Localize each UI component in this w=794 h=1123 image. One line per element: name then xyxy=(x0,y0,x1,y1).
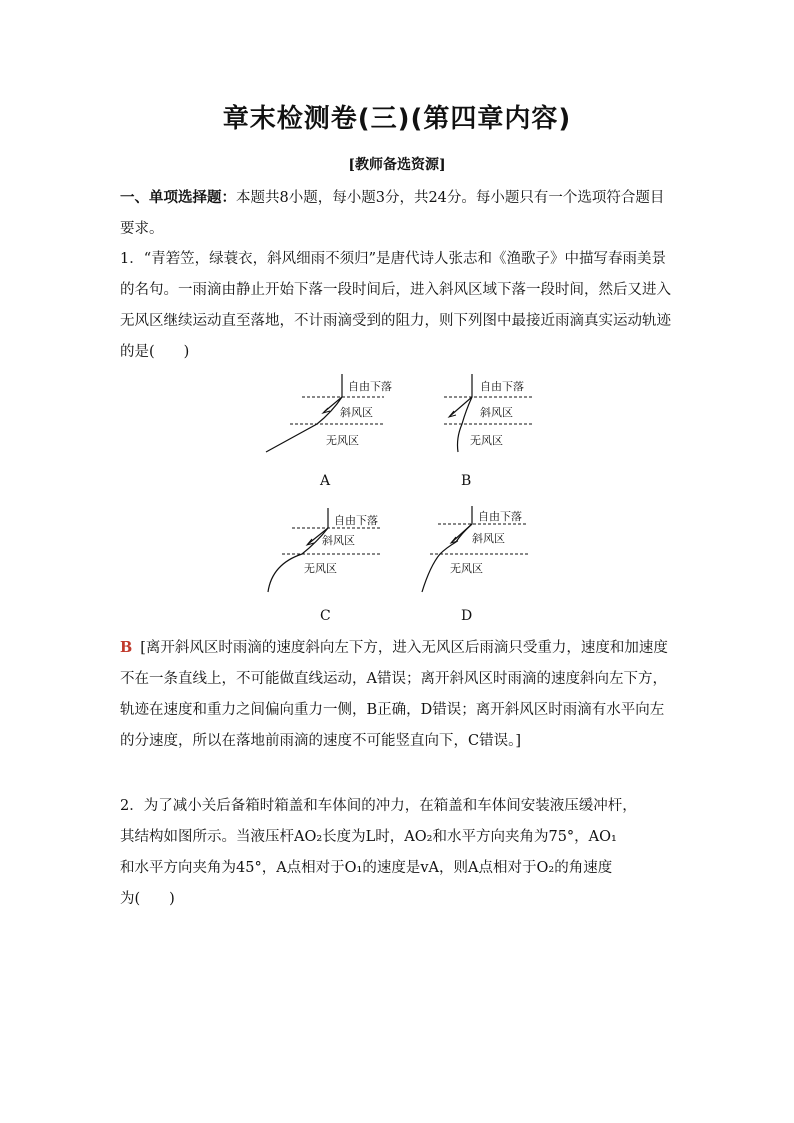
question-2-line-2: 其结构如图所示。当液压杆AO₂长度为L时，AO₂和水平方向夹角为75°，AO₁ xyxy=(120,829,617,845)
label-no-wind-d: 无风区 xyxy=(450,562,483,575)
label-wind-a: 斜风区 xyxy=(340,406,373,419)
section-heading: 一、单项选择题： xyxy=(120,189,236,206)
label-wind-c: 斜风区 xyxy=(322,534,355,547)
label-wind-b: 斜风区 xyxy=(480,406,513,419)
answer-explanation: [离开斜风区时雨滴的速度斜向左下方，进入无风区后雨滴只受重力，速度和加速度不在一条直线上，不可能做直线运动，A错误；离开斜风区时雨滴的速度斜向左下方，轨迹在速度和重力之间偏向重力一侧，B正确，D错误；离开斜风区时雨滴有水平向左的分速度，所以在落地前雨滴的速度不可能竖直向下，C错误。] xyxy=(120,640,668,749)
figure-option-a xyxy=(262,372,392,457)
caption-c: C xyxy=(320,608,331,624)
section-instructions xyxy=(120,182,676,245)
figure-option-c xyxy=(262,506,392,596)
label-free-fall-d: 自由下落 xyxy=(478,510,522,523)
question-2-line-3: 和水平方向夹角为45°，A点相对于O₁的速度是vA，则A点相对于O₂的角速度 xyxy=(120,860,613,876)
question-2-line-4: 为( ) xyxy=(120,891,175,907)
answer-letter: B xyxy=(120,639,133,656)
caption-a: A xyxy=(320,473,331,489)
answer-block xyxy=(120,632,676,757)
caption-d: D xyxy=(461,608,473,624)
page-subtitle: [教师备选资源] xyxy=(348,157,446,173)
page-title: 章末检测卷(三)(第四章内容) xyxy=(222,104,572,134)
label-free-fall-b: 自由下落 xyxy=(480,380,524,393)
section-text: 本题共8小题，每小题3分，共24分。每小题只有一个选项符合题目要求。 xyxy=(120,190,665,237)
label-free-fall-a: 自由下落 xyxy=(348,380,392,393)
question-1-text: 1．“青箬笠，绿蓑衣，斜风细雨不须归”是唐代诗人张志和《渔歌子》中描写春雨美景的名句。一雨滴由静止开始下落一段时间后，进入斜风区域下落一段时间，然后又进入无风区继续运动直至落地，不计雨滴受到的阻力，则下列图中最接近雨滴真实运动轨迹的是( ) xyxy=(120,251,671,360)
question-2-line-1: 2．为了减小关后备箱时箱盖和车体间的冲力，在箱盖和车体间安装液压缓冲杆， xyxy=(120,798,637,814)
label-no-wind-b: 无风区 xyxy=(470,434,503,447)
label-no-wind-a: 无风区 xyxy=(326,434,359,447)
label-wind-d: 斜风区 xyxy=(472,532,505,545)
label-free-fall-c: 自由下落 xyxy=(334,514,378,527)
label-no-wind-c: 无风区 xyxy=(304,562,337,575)
figure-option-b xyxy=(436,372,536,457)
caption-b: B xyxy=(461,473,472,489)
figure-option-d xyxy=(416,504,536,596)
